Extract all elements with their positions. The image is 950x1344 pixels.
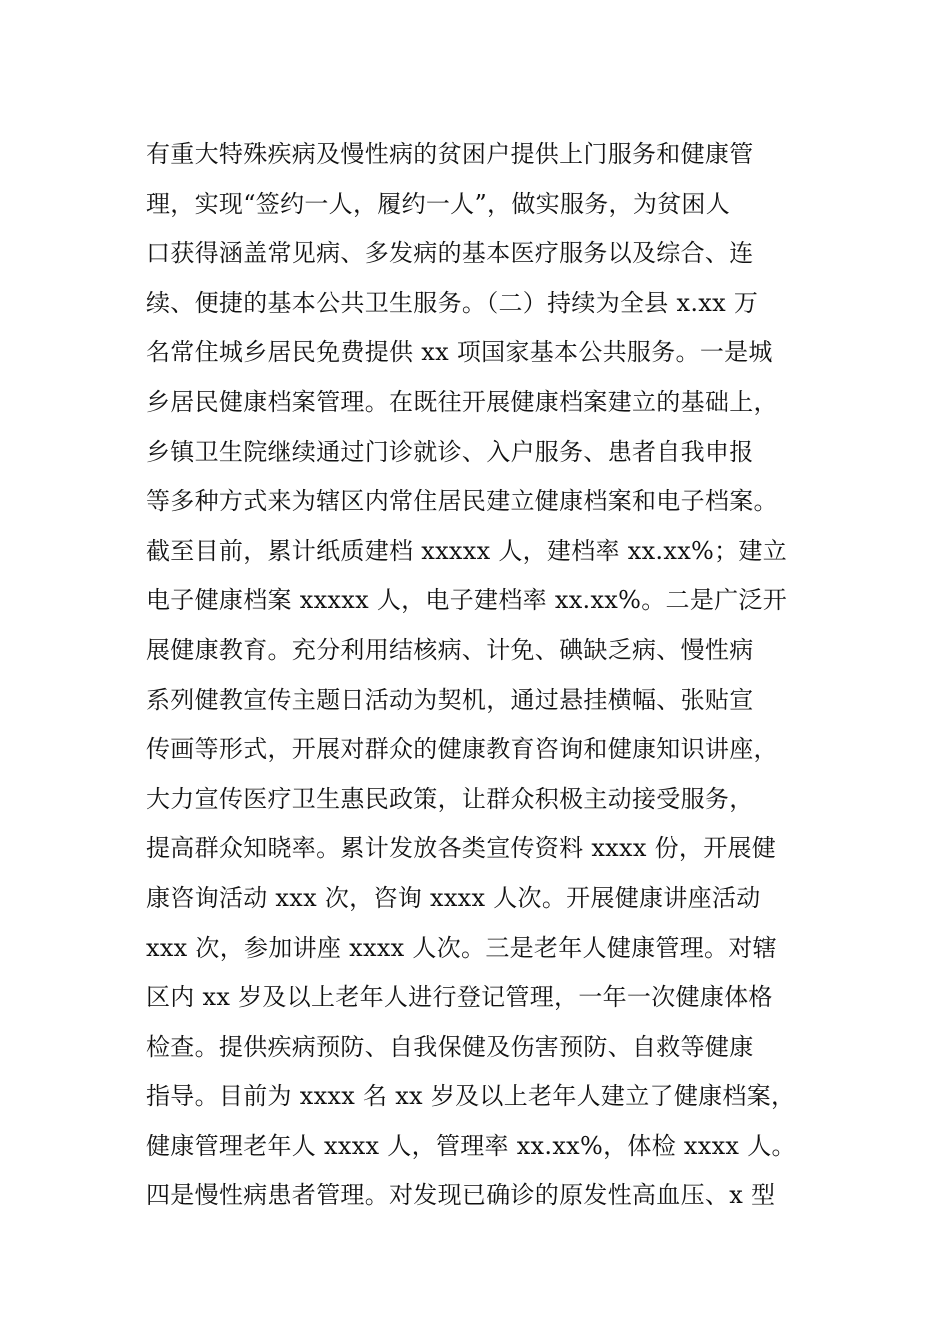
- text-line: 展健康教育。充分利用结核病、计免、碘缺乏病、慢性病: [146, 635, 754, 664]
- text-line: xxx 次，参加讲座 xxxx 人次。三是老年人健康管理。对辖: [146, 933, 777, 962]
- text-line: 检查。提供疾病预防、自我保健及伤害预防、自救等健康: [146, 1032, 754, 1061]
- body-text: [146, 130, 806, 1221]
- text-line: 口获得涵盖常见病、多发病的基本医疗服务以及综合、连: [146, 239, 754, 268]
- text-line: 传画等形式，开展对群众的健康教育咨询和健康知识讲座，: [146, 735, 778, 764]
- text-line: 理，实现“签约一人，履约一人”，做实服务，为贫困人: [146, 189, 731, 218]
- text-line: 区内 xx 岁及以上老年人进行登记管理，一年一次健康体格: [146, 983, 773, 1012]
- text-line: 名常住城乡居民免费提供 xx 项国家基本公共服务。一是城: [146, 338, 773, 367]
- text-line: 四是慢性病患者管理。对发现已确诊的原发性高血压、x 型: [146, 1181, 776, 1210]
- text-line: 有重大特殊疾病及慢性病的贫困户提供上门服务和健康管: [146, 140, 754, 168]
- text-line: 提高群众知晓率。累计发放各类宣传资料 xxxx 份，开展健: [146, 834, 777, 863]
- text-line: 大力宣传医疗卫生惠民政策，让群众积极主动接受服务，: [146, 784, 754, 813]
- text-line: 续、便捷的基本公共卫生服务。（二）持续为全县 x.xx 万: [146, 288, 759, 317]
- text-line: 指导。目前为 xxxx 名 xx 岁及以上老年人建立了健康档案，: [146, 1082, 796, 1111]
- text-line: 乡居民健康档案管理。在既往开展健康档案建立的基础上，: [146, 387, 778, 416]
- text-line: 电子健康档案 xxxxx 人，电子建档率 xx.xx%。二是广泛开: [146, 586, 788, 615]
- text-line: 系列健教宣传主题日活动为契机，通过悬挂横幅、张贴宣: [146, 685, 754, 714]
- text-line: 等多种方式来为辖区内常住居民建立健康档案和电子档案。: [146, 487, 778, 516]
- text-line: 康咨询活动 xxx 次，咨询 xxxx 人次。开展健康讲座活动: [146, 883, 761, 912]
- text-line: 健康管理老年人 xxxx 人，管理率 xx.xx%，体检 xxxx 人。: [146, 1131, 796, 1160]
- text-line: 乡镇卫生院继续通过门诊就诊、入户服务、患者自我申报: [146, 437, 754, 466]
- text-line: 截至目前，累计纸质建档 xxxxx 人，建档率 xx.xx%；建立: [146, 536, 788, 565]
